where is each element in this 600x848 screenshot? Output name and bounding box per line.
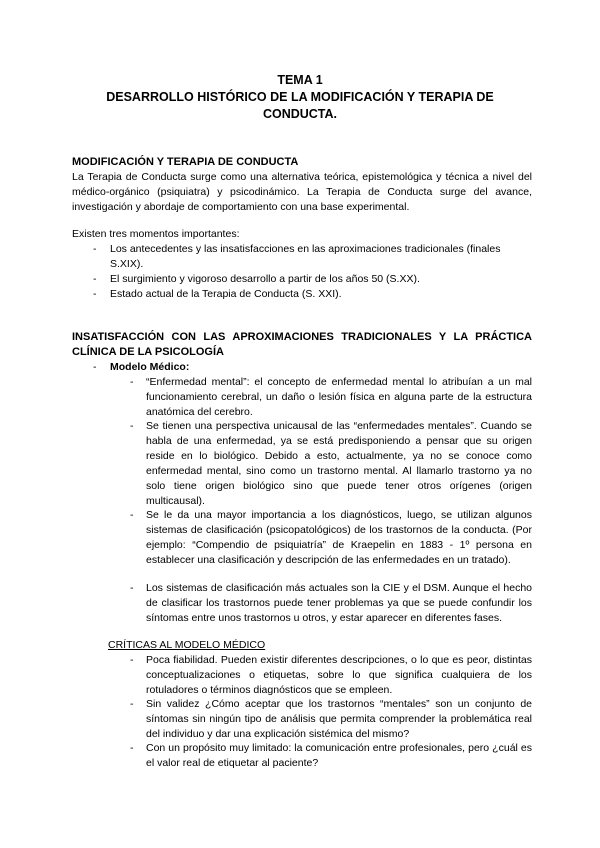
model-item-3: Se le da una mayor importancia a los diagnósticos, luego, se utilizan algunos sistemas de clasificación (psicopatológicos) de los trastornos de la conducta. (Por ejemplo: “Compendio de psiquiatría” de Kraepelin en 1883 - 1º persona en establecer una clasificación y descripción de las enfermedades en un tratado).	[146, 509, 532, 566]
title-line-3: CONDUCTA.	[262, 107, 338, 121]
critics-heading: CRÍTICAS AL MODELO MÉDICO	[108, 639, 266, 651]
bullet-dash: -	[130, 698, 134, 710]
bullet-dash: -	[93, 361, 97, 373]
bullet-dash: -	[130, 509, 134, 521]
section1-paragraph: La Terapia de Conducta surge como una alternativa teórica, epistemológica y técnica a nivel del médico-orgánico (psiquiatra) y psicodinámico. La Terapia de Conducta surge del avance, investigación y abordaje de comportamiento con una base experimental.	[72, 171, 532, 213]
model-item-1: “Enfermedad mental”: el concepto de enfermedad mental lo atribuían a un mal funcionamiento cerebral, un daño o lesión física en alguna parte de la estructura anatómica del cerebro.	[146, 376, 532, 418]
bullet-dash: -	[130, 376, 134, 388]
bullet-dash: -	[130, 742, 134, 754]
section1-item-2: El surgimiento y vigoroso desarrollo a partir de los años 50 (S.XX).	[110, 273, 420, 285]
section1-item-3: Estado actual de la Terapia de Conducta (S. XXI).	[110, 288, 342, 300]
model-item-4: Los sistemas de clasificación más actuales son la CIE y el DSM. Aunque el hecho de clasificar los trastornos puede tener problemas ya que se puede confundir los síntomas entre unos trastornos u otros, y estar aparecer en diferentes fases.	[146, 582, 532, 624]
bullet-dash: -	[130, 654, 134, 666]
section1-intro: Existen tres momentos importantes:	[72, 228, 240, 240]
bullet-dash: -	[93, 288, 97, 300]
title-line-2: DESARROLLO HISTÓRICO DE LA MODIFICACIÓN Y TERAPIA DE	[106, 90, 494, 104]
critics-item-1: Poca fiabilidad. Pueden existir diferentes descripciones, o lo que es peor, distintas conceptualizaciones o etiquetas, sobre lo que significa cualquiera de los rotuladores o términos diagnósticos que se empleen.	[146, 654, 532, 696]
bullet-dash: -	[130, 420, 134, 432]
model-item-2: Se tienen una perspectiva unicausal de las “enfermedades mentales”. Cuando se habla de una enfermedad, ya se está predisponiendo a pensar que su origen reside en lo biológico. Debido a esto, actualmente, ya no se conoce como enfermedad mental, sino como un trastorno mental. Al llamarlo trastorno ya no solo tiene origen biológico sino que puede tener otros orígenes (origen multicausal).	[146, 420, 532, 507]
section2-heading: INSATISFACCIÓN CON LAS APROXIMACIONES TRADICIONALES Y LA PRÁCTICA CLÍNICA DE LA PSICOLOGÍA	[72, 331, 532, 358]
bullet-dash: -	[93, 243, 97, 255]
section1-heading: MODIFICACIÓN Y TERAPIA DE CONDUCTA	[72, 156, 299, 168]
title-line-1: TEMA 1	[277, 73, 323, 87]
critics-item-2: Sin validez ¿Cómo aceptar que los trastornos “mentales” son un conjunto de síntomas sin ningún tipo de análisis que permita comprender la problemática real del individuo y dar una explicación sistémica del mismo?	[146, 698, 532, 740]
bullet-dash: -	[130, 582, 134, 594]
bullet-dash: -	[93, 273, 97, 285]
model-label: Modelo Médico:	[110, 361, 190, 373]
critics-item-3: Con un propósito muy limitado: la comunicación entre profesionales, pero ¿cuál es el valor real de etiquetar al paciente?	[146, 742, 532, 769]
section1-item-1: Los antecedentes y las insatisfacciones en las aproximaciones tradicionales (finales S.XIX).	[110, 243, 501, 270]
